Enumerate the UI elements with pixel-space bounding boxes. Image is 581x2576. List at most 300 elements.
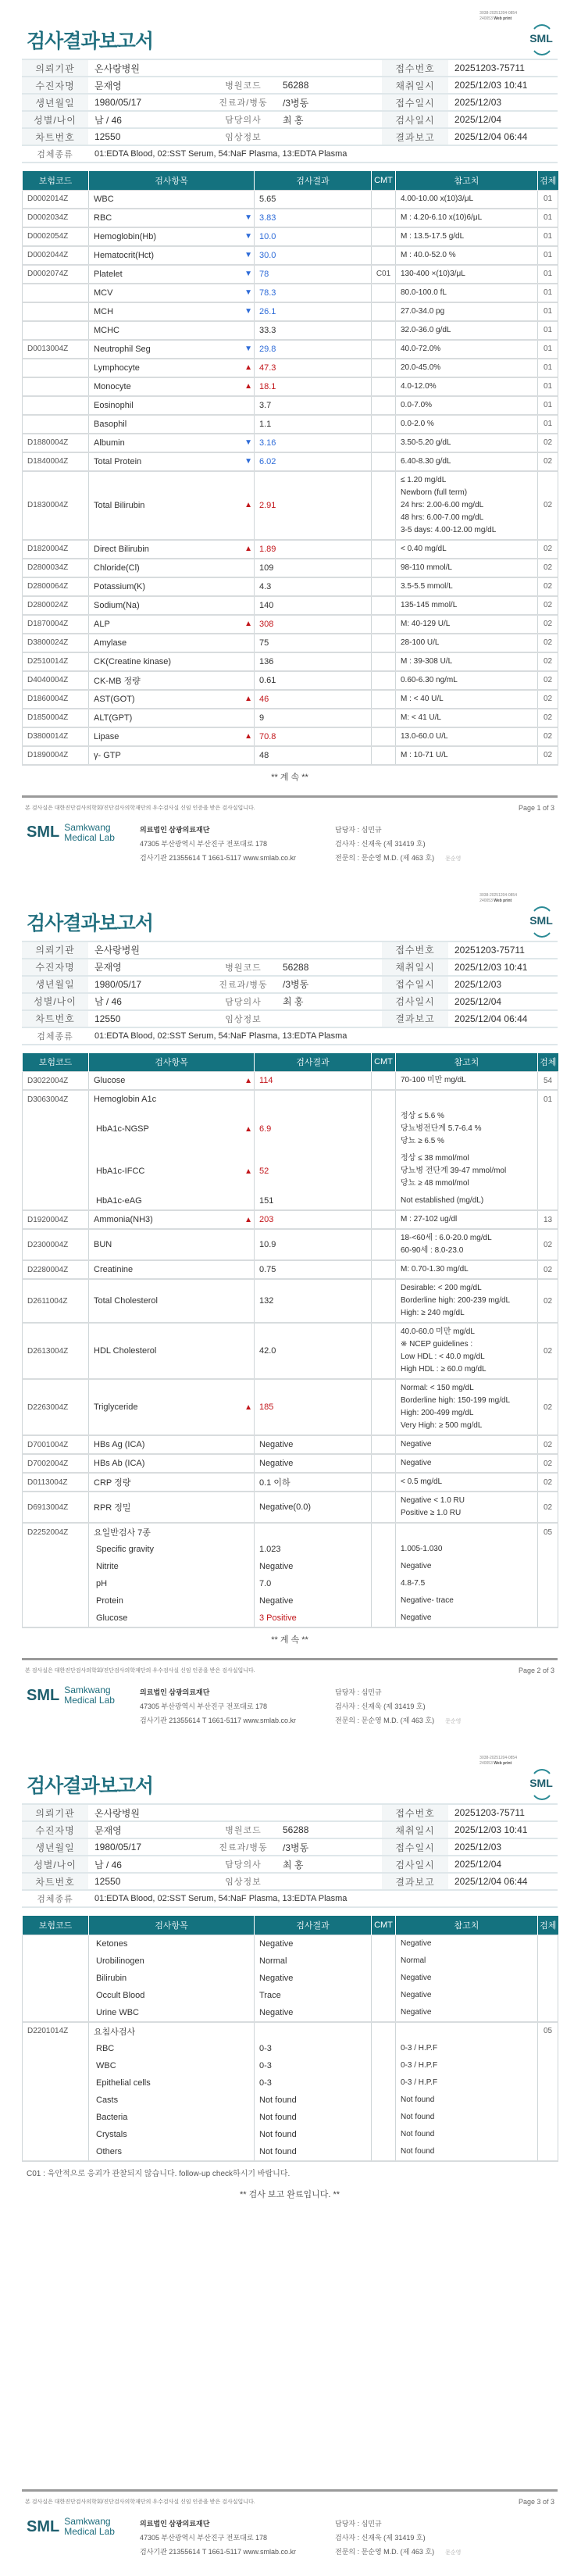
cmt-text — [372, 2023, 395, 2040]
staff-tester: 검사자 : 신재욱 (제 31419 호) — [335, 839, 426, 848]
specimen-text: 01 — [543, 363, 553, 372]
test-result — [255, 727, 372, 746]
reference-line: 정상 ≤ 5.6 % — [401, 1112, 444, 1120]
info-label: 진료과/병동 — [210, 976, 276, 993]
test-result — [255, 596, 372, 615]
test-name-text: Specific gravity — [96, 1545, 154, 1554]
cmt-text — [372, 1474, 395, 1491]
insurance-code — [23, 302, 89, 321]
result-row — [23, 1379, 558, 1435]
test-cmt — [372, 227, 396, 246]
info-label: 담당의사 — [210, 111, 276, 128]
cmt-text — [372, 1524, 395, 1541]
test-name — [89, 227, 255, 246]
reference-line: Newborn (full term) — [401, 488, 468, 497]
test-name-text: 요일반검사 7종 — [94, 1528, 151, 1538]
test-name — [89, 434, 255, 452]
reference-range — [396, 209, 538, 227]
specialist-name: 전문의 : 문순영 M.D. (제 463 호) — [335, 2548, 435, 2556]
info-label: 생년월일 — [22, 976, 88, 993]
test-name-line — [94, 1474, 249, 1491]
specimen-text: 01 — [543, 288, 553, 297]
reference-range — [396, 1229, 538, 1260]
reference-block — [401, 1592, 533, 1610]
reference-range — [396, 559, 538, 577]
result-value: Negative(0.0) — [259, 1502, 312, 1512]
cmt-text — [372, 1280, 395, 1322]
insurance-code — [23, 596, 89, 615]
info-label: 성별/나이 — [22, 1856, 88, 1873]
test-cmt — [372, 359, 396, 377]
result-value: 30.0 — [259, 250, 276, 260]
info-doctor: 최 홍 — [276, 1856, 382, 1873]
info-collected: 2025/12/03 10:41 — [448, 1821, 558, 1838]
staff-info — [335, 1685, 461, 1729]
info-empty — [210, 59, 382, 77]
reference-block — [401, 284, 533, 302]
reference-block — [401, 359, 533, 377]
test-name — [89, 727, 255, 746]
reference-block — [401, 303, 533, 320]
result-row — [23, 1454, 558, 1473]
print-meta-line — [479, 1761, 517, 1767]
specimen-text: 01 — [543, 382, 553, 391]
test-name — [89, 540, 255, 559]
test-name-line — [94, 1492, 249, 1522]
test-name-line — [94, 1324, 249, 1378]
reference-range — [396, 227, 538, 246]
cmt-text — [372, 1380, 395, 1434]
column-header: 검사항목 — [89, 1916, 255, 1935]
reference-block — [401, 453, 533, 470]
result-value: 47.3 — [259, 363, 276, 373]
reference-line: 당뇨병 전단계 39-47 mmol/mol — [401, 1167, 507, 1175]
insurance-code — [23, 452, 89, 471]
reference-block — [401, 191, 533, 208]
test-name-text: Total Protein — [94, 456, 142, 466]
specimen-text: 02 — [543, 751, 553, 759]
reference-line: 당뇨 ≥ 48 mmol/mol — [401, 1179, 469, 1188]
result-value: 185 — [259, 1402, 274, 1412]
info-patient: 문재영 — [88, 1821, 210, 1838]
test-name-line — [94, 416, 249, 433]
info-row — [22, 1873, 558, 1890]
result-value: 1.1 — [259, 419, 272, 429]
reference-block — [401, 266, 533, 283]
result-row — [23, 577, 558, 596]
test-name-line — [94, 322, 249, 339]
insurance-code — [23, 671, 89, 690]
test-name-line — [94, 1380, 252, 1434]
specimen-text: 02 — [543, 501, 553, 509]
sml-logo-icon: SML — [528, 1767, 554, 1799]
test-name-text: Bilirubin — [96, 1973, 127, 1983]
info-dept: /3병동 — [276, 94, 382, 111]
test-name — [89, 709, 255, 727]
test-result — [255, 1492, 372, 1523]
test-name-text: Epithelial cells — [96, 2078, 151, 2088]
test-result — [255, 1260, 372, 1279]
reference-block — [401, 1492, 533, 1522]
result-row — [23, 321, 558, 340]
results-header-row — [23, 171, 558, 190]
reference-block — [401, 2143, 533, 2160]
info-row — [22, 941, 558, 959]
info-row — [22, 959, 558, 976]
flag-up-icon: ▲ — [244, 620, 252, 628]
specimen-code — [538, 246, 558, 265]
result-value: Negative — [259, 2007, 294, 2017]
cmt-text — [372, 341, 395, 358]
cmt-text — [372, 1436, 395, 1453]
result-value: 33.3 — [259, 325, 276, 335]
info-row — [22, 94, 558, 111]
specimen-text: 02 — [543, 582, 553, 591]
info-row — [22, 1804, 558, 1821]
test-name-line — [94, 434, 252, 452]
result-row — [23, 1473, 558, 1492]
reference-line: Not found — [401, 2146, 435, 2156]
specimen-code — [538, 1210, 558, 1229]
organization-info — [140, 1685, 335, 1727]
test-name-line — [94, 1953, 249, 1970]
test-name — [89, 359, 255, 377]
info-label: 접수일시 — [382, 1838, 448, 1856]
info-receipt-no: 20251203-75711 — [448, 59, 558, 77]
specimen-code — [538, 359, 558, 377]
result-row — [23, 1435, 558, 1454]
insurance-code — [23, 1435, 89, 1454]
samkwang-logo — [27, 1685, 140, 1706]
test-name-text: RBC — [94, 213, 112, 223]
test-name-text: Monocyte — [94, 381, 131, 391]
reference-block — [401, 1474, 533, 1491]
specimen-code — [538, 471, 558, 540]
insurance-code — [23, 2022, 89, 2161]
test-result — [255, 1523, 372, 1627]
specimen-code — [538, 190, 558, 209]
specialist-name: 전문의 : 문순영 M.D. (제 463 호) — [335, 1717, 435, 1724]
result-row — [23, 709, 558, 727]
test-name-text: MCV — [94, 288, 113, 298]
test-result — [255, 246, 372, 265]
flag-up-icon: ▲ — [244, 501, 252, 509]
test-name-text: Neutrophil Seg — [94, 344, 151, 354]
reference-line: High: ≥ 240 mg/dL — [401, 1309, 465, 1317]
test-name-text: Glucose — [94, 1076, 126, 1085]
reference-line: M: < 41 U/L — [401, 713, 441, 722]
info-label: 의뢰기관 — [22, 1804, 88, 1821]
result-row — [23, 1492, 558, 1523]
test-cmt — [372, 1454, 396, 1473]
result-spacer — [259, 1524, 366, 1541]
code-text — [27, 303, 84, 320]
result-row — [23, 246, 558, 265]
specimen-text: 01 — [543, 232, 553, 241]
reference-block — [401, 541, 533, 558]
reference-line: 70-100 미만 mg/dL — [401, 1076, 466, 1084]
test-name-text: Casts — [96, 2095, 119, 2105]
logo-name-line: Medical Lab — [64, 831, 115, 843]
reference-block — [401, 209, 533, 227]
test-result — [255, 1379, 372, 1435]
reference-block — [401, 1324, 533, 1378]
specimen-text: 02 — [543, 1477, 553, 1487]
test-cmt — [372, 1523, 396, 1627]
test-result — [255, 1279, 372, 1323]
test-cmt — [372, 1279, 396, 1323]
reference-block — [401, 634, 533, 652]
reference-line: M: 0.70-1.30 mg/dL — [401, 1265, 469, 1274]
info-row — [22, 1027, 558, 1045]
info-collected: 2025/12/03 10:41 — [448, 77, 558, 94]
info-label: 의뢰기관 — [22, 59, 88, 77]
info-chart: 12550 — [88, 1873, 210, 1890]
info-label: 채취일시 — [382, 1821, 448, 1838]
info-clinical — [276, 128, 382, 145]
reference-range — [396, 746, 538, 765]
result-row — [23, 1229, 558, 1260]
reference-block — [401, 2126, 533, 2143]
test-name — [89, 690, 255, 709]
test-name-text: HbA1c-NGSP — [96, 1124, 149, 1134]
test-name-text: ALP — [94, 619, 110, 629]
flag-down-icon: ▼ — [244, 457, 252, 466]
test-result — [255, 615, 372, 634]
flag-up-icon: ▲ — [244, 1124, 252, 1134]
cmt-text — [372, 1230, 395, 1259]
result-value: Negative — [259, 1562, 294, 1571]
cmt-text — [372, 1261, 395, 1278]
reference-block — [401, 2092, 533, 2109]
page-number: Page 1 of 3 — [518, 803, 554, 812]
result-row — [23, 1523, 558, 1627]
result-value: 78.3 — [259, 288, 276, 298]
samkwang-logo — [27, 2517, 140, 2537]
test-result — [255, 452, 372, 471]
code-text: D1920004Z — [27, 1215, 69, 1224]
test-name — [89, 246, 255, 265]
result-value: 0.1 이하 — [259, 1478, 290, 1488]
specimen-code — [538, 652, 558, 671]
signature-image: 문순영 — [445, 2550, 462, 2556]
test-cmt — [372, 1379, 396, 1435]
specimen-text: 05 — [543, 1527, 553, 1537]
reference-line: 28-100 U/L — [401, 638, 440, 647]
reference-range — [396, 615, 538, 634]
info-hosp-code: 56288 — [276, 77, 382, 94]
reference-block — [401, 1575, 533, 1592]
test-name-text: WBC — [94, 194, 114, 204]
reference-block — [401, 1970, 533, 1987]
reference-line: 48 hrs: 6.00-7.00 mg/dL — [401, 513, 484, 522]
info-received: 2025/12/03 — [448, 94, 558, 111]
cmt-text — [372, 597, 395, 614]
specimen-text — [538, 1935, 558, 1953]
result-value: 2.91 — [259, 500, 276, 510]
cmt-text — [372, 1091, 395, 1108]
reference-line: 4.00-10.00 x(10)3/μL — [401, 194, 474, 203]
cmt-text — [372, 453, 395, 470]
info-institution: 온사랑병원 — [88, 59, 210, 77]
column-header: 검사항목 — [89, 1053, 255, 1072]
info-label: 성별/나이 — [22, 111, 88, 128]
staff-specialist — [335, 2545, 461, 2560]
info-empty — [210, 941, 382, 959]
test-cmt — [372, 540, 396, 559]
test-name-line — [94, 247, 252, 264]
reference-line: M: 40-129 U/L — [401, 619, 451, 628]
test-name-text: RBC — [96, 2043, 115, 2053]
test-name-text: 요침사검사 — [94, 2027, 136, 2037]
flag-up-icon: ▲ — [244, 1215, 252, 1224]
insurance-code — [23, 415, 89, 434]
test-name-text: WBC — [96, 2060, 116, 2070]
test-name-text: Ketones — [96, 1938, 128, 1949]
test-name-line — [94, 191, 249, 208]
specimen-text: 01 — [543, 326, 553, 334]
patient-info-table — [22, 941, 558, 1045]
info-institution: 온사랑병원 — [88, 941, 210, 959]
page-footer — [22, 1645, 558, 1734]
test-result — [255, 652, 372, 671]
result-value: 46 — [259, 694, 269, 704]
specimen-code — [538, 1379, 558, 1435]
insurance-code — [23, 1492, 89, 1523]
cmt-text — [372, 247, 395, 264]
test-cmt — [372, 377, 396, 396]
code-text — [27, 416, 84, 433]
reference-line: Negative — [401, 1562, 432, 1570]
specimen-code — [538, 1523, 558, 1627]
specimen-text: 01 — [543, 1095, 553, 1104]
result-value: 10.0 — [259, 231, 276, 241]
info-label: 진료과/병동 — [210, 1838, 276, 1856]
code-text: D2800064Z — [27, 582, 69, 591]
insurance-code — [23, 652, 89, 671]
code-text: D7001004Z — [27, 1440, 69, 1449]
test-name — [89, 302, 255, 321]
reference-block — [401, 247, 533, 264]
insurance-code — [23, 577, 89, 596]
test-name-text: HbA1c-IFCC — [96, 1167, 145, 1176]
result-value: 0-3 — [259, 2078, 272, 2088]
reference-range — [396, 1072, 538, 1091]
code-text: D2263004Z — [27, 1402, 69, 1412]
info-label: 채취일시 — [382, 959, 448, 976]
report-page — [0, 0, 581, 882]
test-name — [89, 596, 255, 615]
info-label: 검체종류 — [22, 1027, 88, 1045]
specimen-code — [538, 1935, 558, 2022]
flag-down-icon: ▼ — [244, 251, 252, 259]
reference-range — [396, 1279, 538, 1323]
reference-line: Negative — [401, 1938, 432, 1948]
info-label: 성별/나이 — [22, 993, 88, 1010]
test-group-name — [94, 1091, 249, 1108]
insurance-code — [23, 1473, 89, 1492]
test-name-text: Triglyceride — [94, 1402, 138, 1412]
result-value: Trace — [259, 1990, 281, 2000]
info-specimen: 01:EDTA Blood, 02:SST Serum, 54:NaF Plasma, 13:EDTA Plasma — [88, 1027, 558, 1045]
reference-block — [401, 653, 533, 670]
code-text: D1820004Z — [27, 545, 69, 553]
test-name-text: Occult Blood — [96, 1990, 145, 2000]
test-name-line — [94, 1150, 252, 1192]
result-value: 0.75 — [259, 1265, 276, 1274]
patient-info-table — [22, 1803, 558, 1908]
specimen-code — [538, 615, 558, 634]
specimen-text: 02 — [543, 457, 553, 466]
info-birth: 1980/05/17 — [88, 1838, 210, 1856]
reference-line: Not found — [401, 2095, 435, 2104]
reference-block — [401, 2074, 533, 2092]
insurance-code — [23, 1279, 89, 1323]
info-hosp-code: 56288 — [276, 1821, 382, 1838]
info-label: 차트번호 — [22, 128, 88, 145]
reference-range — [396, 1454, 538, 1473]
code-text: D4040004Z — [27, 676, 69, 684]
test-name-text: Nitrite — [96, 1562, 119, 1571]
print-type: Web print — [494, 898, 512, 903]
info-sex-age: 남 / 46 — [88, 993, 210, 1010]
test-name — [89, 1279, 255, 1323]
result-value: 6.9 — [259, 1124, 272, 1134]
info-label: 접수번호 — [382, 59, 448, 77]
info-label: 접수일시 — [382, 976, 448, 993]
code-text — [27, 322, 84, 339]
certification-text: 본 검사실은 대한진단검사의학회/진단검사의학재단의 우수검사실 신임 인증을 받은 검사실입니다. — [25, 2499, 255, 2505]
specimen-code — [538, 1473, 558, 1492]
test-name-text: Crystals — [96, 2129, 127, 2139]
sml-logo-icon: SML — [27, 1686, 60, 1704]
reference-line: 0.0-7.0% — [401, 400, 433, 409]
column-header: CMT — [372, 171, 396, 190]
info-row — [22, 1010, 558, 1027]
test-cmt — [372, 452, 396, 471]
info-label: 차트번호 — [22, 1873, 88, 1890]
test-name-text: HBs Ag (ICA) — [94, 1440, 145, 1449]
logo-name — [64, 2517, 115, 2537]
test-name-line — [94, 2126, 249, 2143]
code-text: D2300004Z — [27, 1240, 69, 1249]
test-result — [255, 1090, 372, 1210]
specimen-text: 02 — [543, 438, 553, 447]
result-value: Normal — [259, 1956, 287, 1966]
reference-block — [401, 378, 533, 395]
sml-logo-icon: SML — [528, 23, 554, 54]
specimen-code — [538, 1090, 558, 1210]
test-name-line — [94, 209, 252, 227]
test-name-line — [94, 747, 249, 764]
reference-block — [401, 416, 533, 433]
result-row — [23, 1072, 558, 1091]
cmt-text — [372, 434, 395, 452]
reference-line: M : 40.0-52.0 % — [401, 250, 456, 259]
reference-line: 3.5-5.5 mmol/L — [401, 581, 453, 591]
info-label: 검체종류 — [22, 145, 88, 163]
reference-line: High: 200-499 mg/dL — [401, 1409, 474, 1417]
specimen-code — [538, 1229, 558, 1260]
code-text: D1860004Z — [27, 695, 69, 703]
test-result — [255, 415, 372, 434]
test-name — [89, 671, 255, 690]
insurance-code — [23, 434, 89, 452]
result-row — [23, 209, 558, 227]
flag-down-icon: ▼ — [244, 213, 252, 222]
test-name-line — [94, 397, 249, 414]
info-label: 임상정보 — [210, 1873, 276, 1890]
